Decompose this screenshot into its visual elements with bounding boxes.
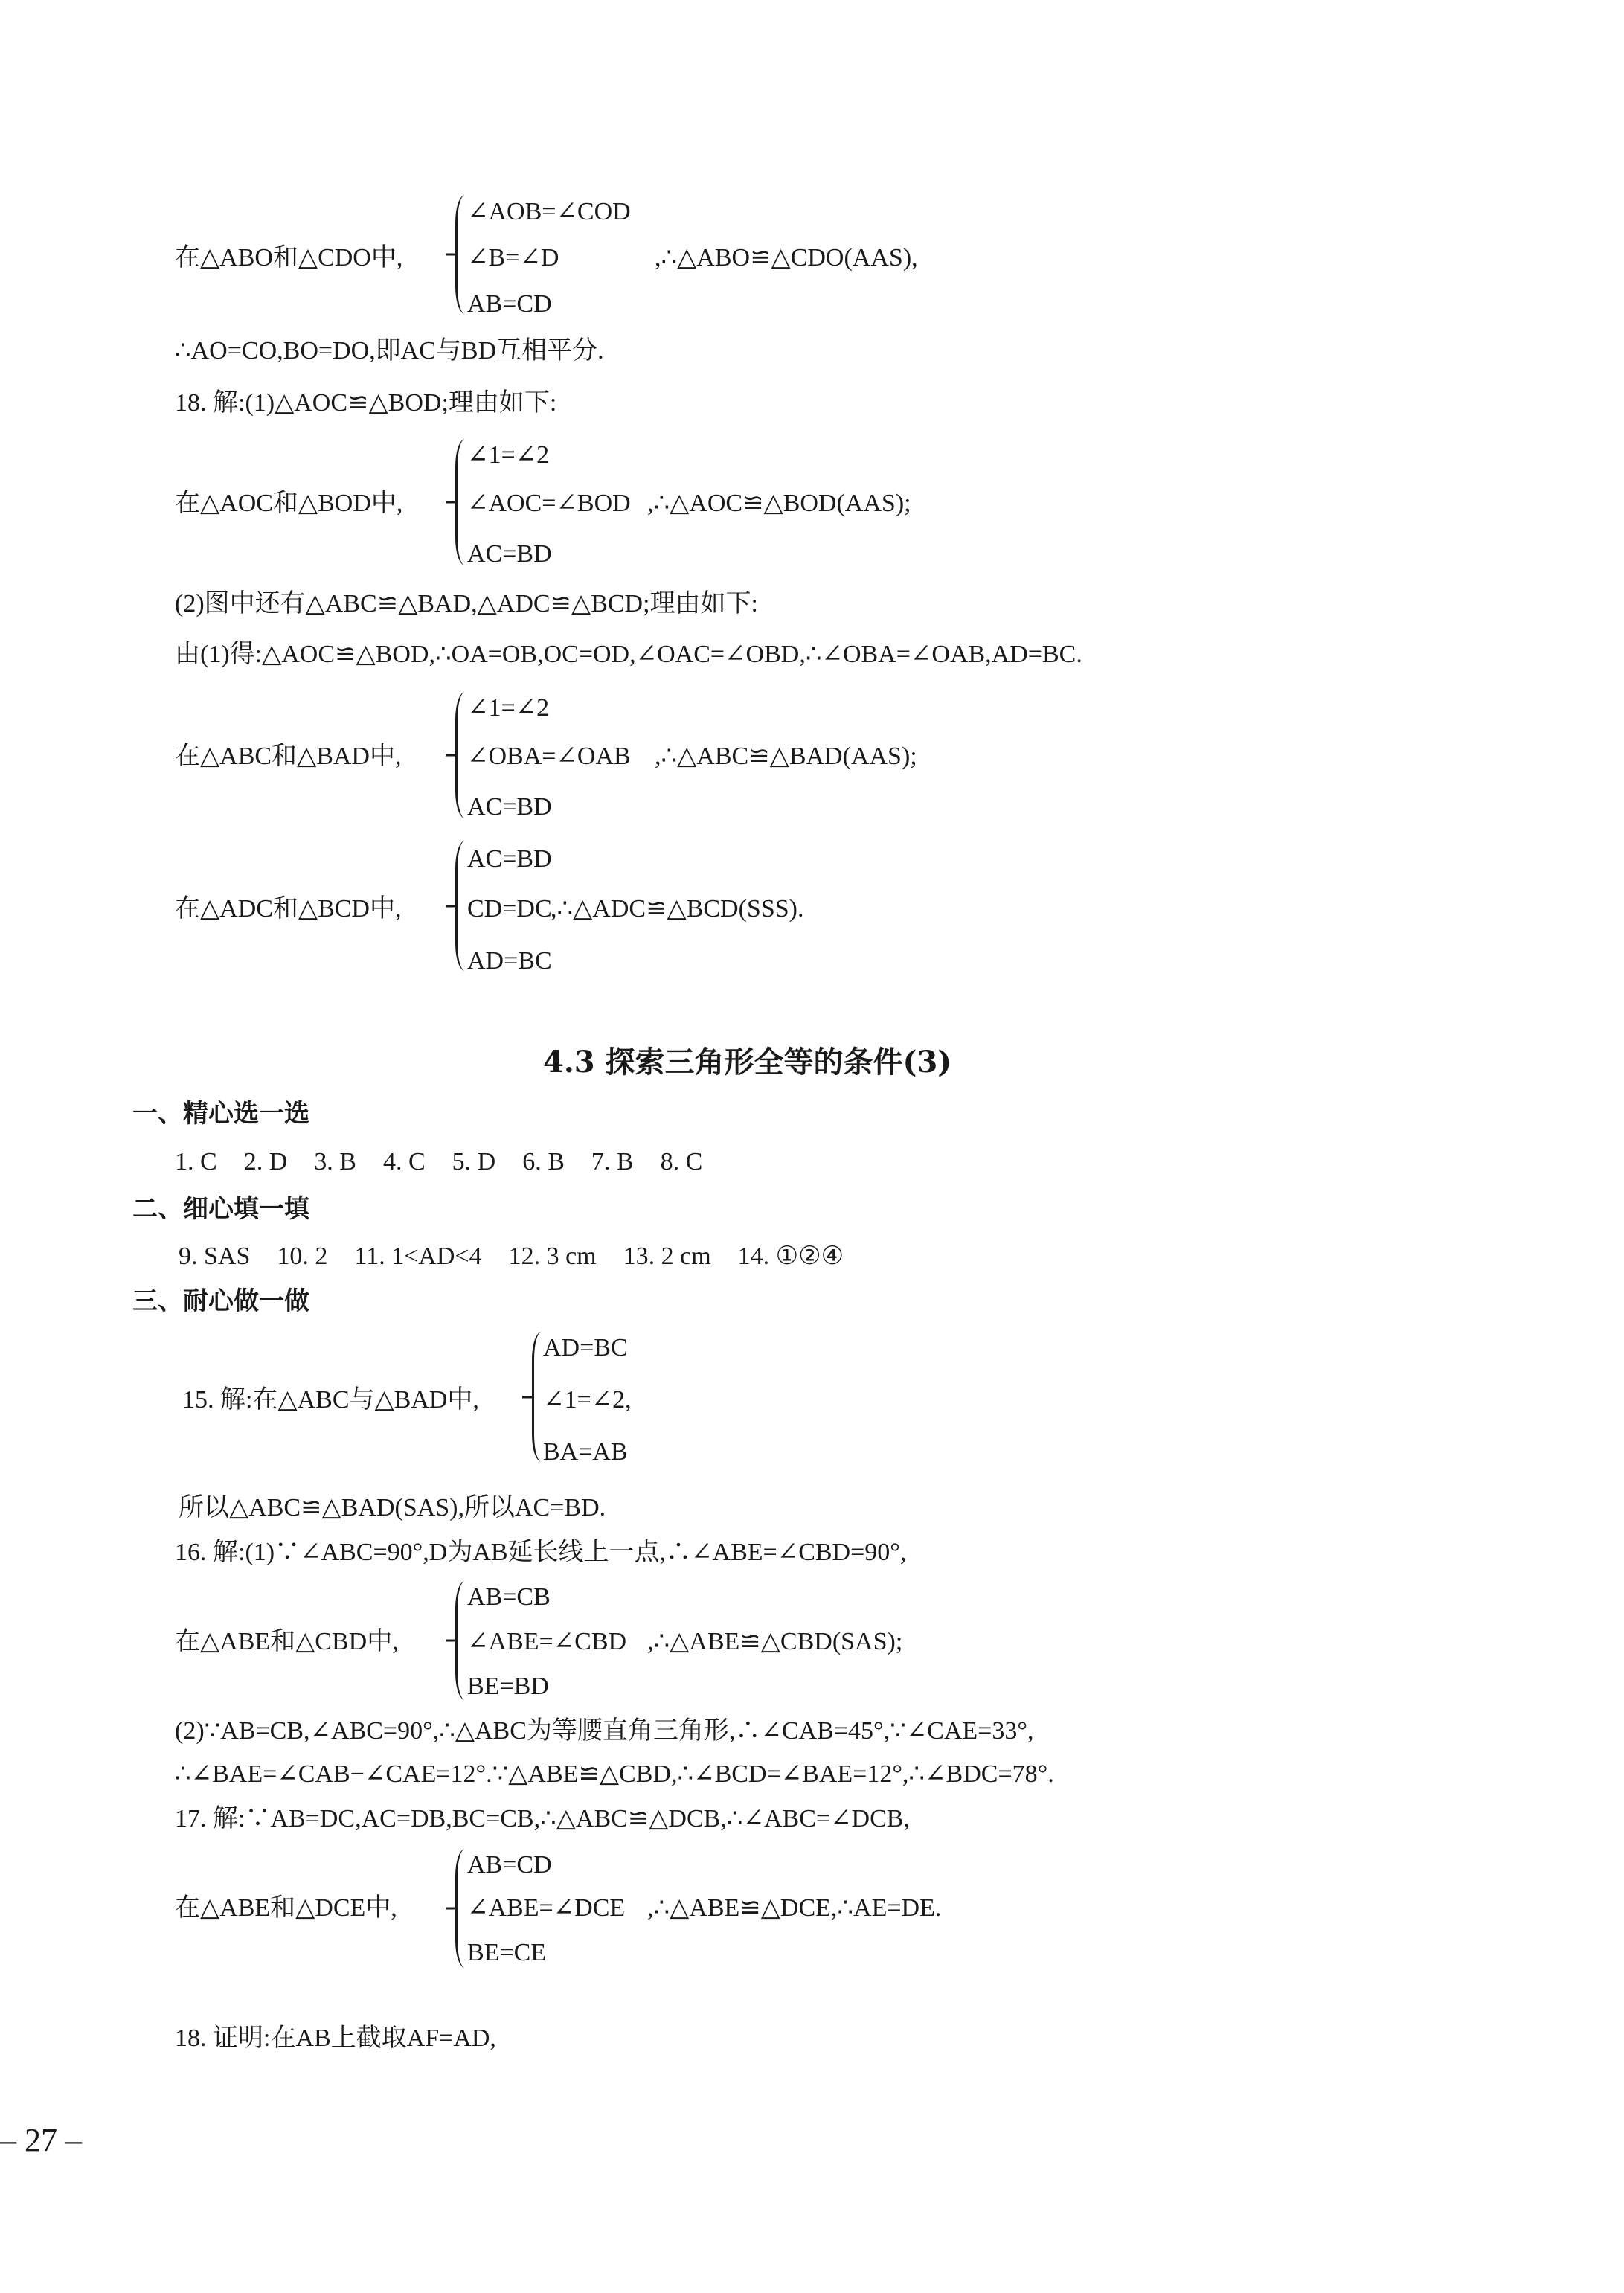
text-line: AC=BD: [467, 845, 552, 873]
answer: 10. 2: [277, 1242, 328, 1270]
text-line: 在△ABO和△CDO中,: [175, 244, 403, 272]
text-line: AD=BC: [467, 947, 552, 975]
answer: 11. 1<AD<4: [354, 1242, 482, 1270]
text-line: ∠1=∠2: [467, 441, 550, 469]
text-line: BE=BD: [467, 1673, 549, 1700]
text-line: ∴AO=CO,BO=DO,即AC与BD互相平分.: [175, 337, 604, 365]
text-line: ∠B=∠D: [467, 244, 559, 272]
text-line: (2)∵AB=CB,∠ABC=90°,∴△ABC为等腰直角三角形,∴∠CAB=45°,∵∠CAE=33°,: [175, 1717, 1034, 1745]
brace: [455, 841, 465, 971]
answer: 7. B: [591, 1148, 634, 1176]
text-line: ,∴△ABC≌△BAD(AAS);: [655, 743, 917, 770]
text-line: ,∴△AOC≌△BOD(AAS);: [647, 490, 911, 517]
text-line: 所以△ABC≌△BAD(SAS),所以AC=BD.: [179, 1494, 606, 1521]
page-number: – 27 –: [0, 2122, 82, 2158]
answer: 13. 2 cm: [623, 1242, 711, 1270]
section-heading: 三、耐心做一做: [132, 1286, 309, 1316]
section-heading: 一、精心选一选: [132, 1099, 309, 1129]
text-line: ,∴△ABO≌△CDO(AAS),: [655, 244, 918, 272]
text-line: ∠1=∠2,: [543, 1386, 632, 1414]
text-line: (2)图中还有△ABC≌△BAD,△ADC≌△BCD;理由如下:: [175, 590, 758, 618]
section-title: 4.3 探索三角形全等的条件(3): [543, 1045, 952, 1080]
answer: 9. SAS: [179, 1242, 251, 1270]
brace: [455, 692, 465, 818]
text-line: ∠1=∠2: [467, 694, 550, 722]
text-line: BA=AB: [543, 1438, 628, 1466]
text-line: 17. 解:∵AB=DC,AC=DB,BC=CB,∴△ABC≌△DCB,∴∠ABC=∠DCB,: [175, 1805, 910, 1832]
brace: [455, 439, 465, 565]
text-line: 在△ADC和△BCD中,: [175, 895, 402, 923]
text-line: ,∴△ADC≌△BCD(SSS).: [551, 895, 804, 923]
text-line: ∴∠BAE=∠CAB−∠CAE=12°.∵△ABE≌△CBD,∴∠BCD=∠BAE=12°,∴∠BDC=78°.: [175, 1760, 1054, 1788]
text-line: BE=CE: [467, 1939, 547, 1966]
text-line: 在△ABE和△DCE中,: [175, 1894, 397, 1922]
answer: 5. D: [452, 1148, 496, 1176]
brace: [455, 1849, 465, 1968]
text-line: 18. 证明:在AB上截取AF=AD,: [175, 2024, 496, 2052]
answer: 6. B: [522, 1148, 565, 1176]
brace: [455, 1581, 465, 1700]
text-line: 15. 解:在△ABC与△BAD中,: [182, 1386, 479, 1414]
answer: 4. C: [382, 1148, 426, 1176]
text-line: ,∴△ABE≌△CBD(SAS);: [647, 1628, 903, 1655]
text-line: ∠ABE=∠CBD: [467, 1628, 627, 1655]
text-line: ∠OBA=∠OAB: [467, 743, 631, 770]
text-line: 16. 解:(1)∵∠ABC=90°,D为AB延长线上一点,∴∠ABE=∠CBD=90°,: [175, 1539, 907, 1566]
text-line: AB=CD: [467, 290, 552, 318]
text-line: AC=BD: [467, 793, 552, 821]
brace: [532, 1332, 542, 1462]
section-heading: 二、细心填一填: [132, 1194, 309, 1224]
text-line: ∠AOC=∠BOD: [467, 490, 631, 517]
text-line: AD=BC: [543, 1334, 628, 1362]
text-line: 在△ABC和△BAD中,: [175, 743, 402, 770]
brace: [455, 195, 465, 314]
answer: 2. D: [243, 1148, 288, 1176]
text-line: ∠AOB=∠COD: [467, 198, 631, 225]
text-line: ,∴△ABE≌△DCE,∴AE=DE.: [647, 1894, 942, 1922]
text-line: AB=CB: [467, 1583, 551, 1611]
answer: 3. B: [314, 1148, 356, 1176]
text-line: AC=BD: [467, 540, 552, 568]
answer: 14. ①②④: [737, 1242, 844, 1270]
choice-answers: [175, 1149, 729, 1175]
text-line: ∠ABE=∠DCE: [467, 1894, 626, 1922]
text-line: 由(1)得:△AOC≌△BOD,∴OA=OB,OC=OD,∠OAC=∠OBD,∴∠OBA=∠OAB,AD=BC.: [175, 641, 1082, 668]
fill-answers: [179, 1244, 870, 1269]
answer: 8. C: [660, 1148, 703, 1176]
text-line: AB=CD: [467, 1851, 552, 1879]
answer: 1. C: [175, 1148, 217, 1176]
text-line: 18. 解:(1)△AOC≌△BOD;理由如下:: [175, 389, 557, 417]
text-line: 在△AOC和△BOD中,: [175, 490, 403, 517]
answer: 12. 3 cm: [508, 1242, 597, 1270]
text-line: 在△ABE和△CBD中,: [175, 1628, 399, 1655]
text-line: CD=DC: [467, 895, 552, 923]
